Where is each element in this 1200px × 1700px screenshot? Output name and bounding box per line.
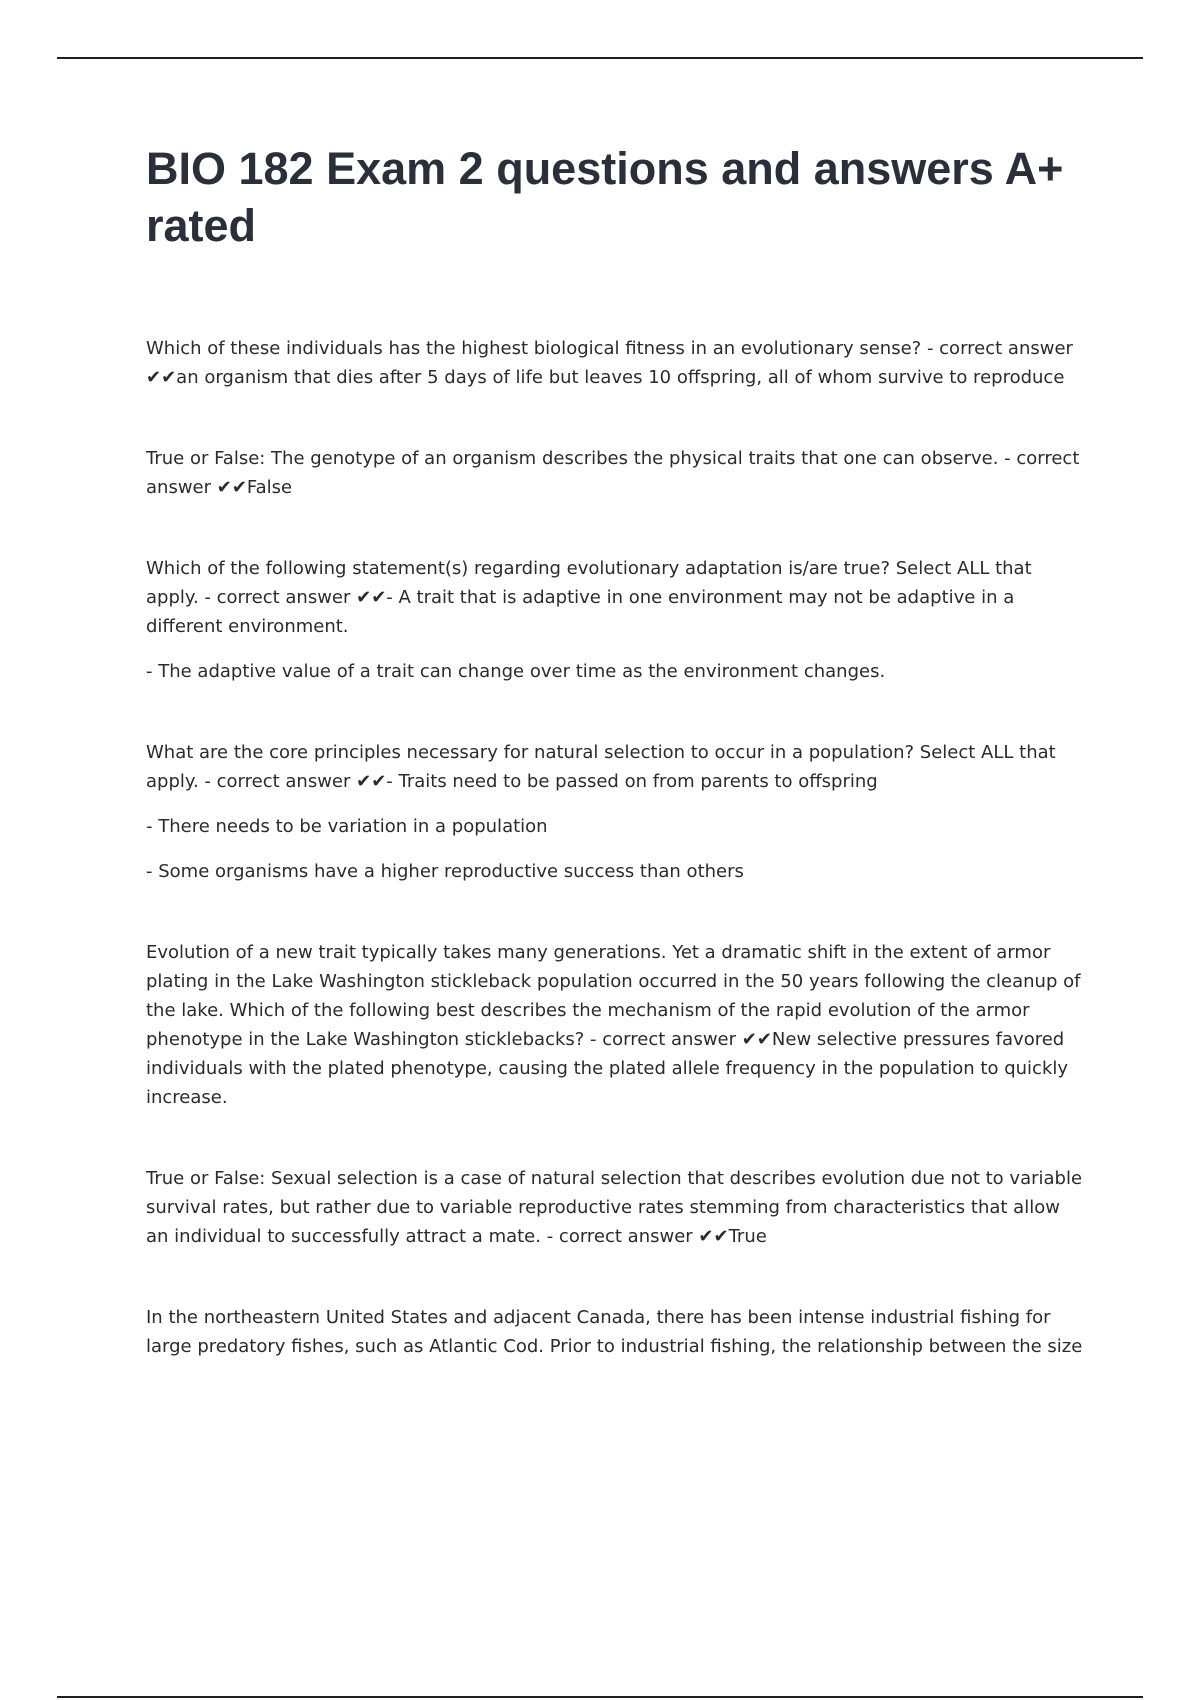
top-rule (57, 57, 1143, 59)
document-body (146, 140, 1086, 1413)
qa-list (146, 334, 1086, 1361)
qa-item-3 (146, 554, 1086, 686)
qa-paragraph: Which of the following statement(s) regarding evolutionary adaptation is/are true? Select ALL that apply. - correct answer ✔✔- A trait that is adaptive in one environment may not be adaptive in a different environment. (146, 558, 1032, 637)
qa-paragraph: - Some organisms have a higher reproductive success than others (146, 861, 744, 882)
qa-item-6 (146, 1164, 1086, 1251)
qa-item-2 (146, 444, 1086, 502)
qa-paragraph: Which of these individuals has the highest biological fitness in an evolutionary sense? - correct answer ✔✔an organism that dies after 5 days of life but leaves 10 offspring, all of whom survive to reproduce (146, 338, 1073, 388)
document-title: BIO 182 Exam 2 questions and answers A+ rated (146, 143, 1064, 251)
bottom-rule (57, 1696, 1143, 1698)
qa-paragraph: Evolution of a new trait typically takes many generations. Yet a dramatic shift in the extent of armor plating in the Lake Washington stickleback population occurred in the 50 years following the cleanup of the lake. Which of the following best describes the mechanism of the rapid evolution of the armor phenotype in the Lake Washington sticklebacks? - correct answer ✔✔New selective pressures favored individuals with the plated phenotype, causing the plated allele frequency in the population to quickly increase. (146, 942, 1081, 1108)
qa-item-7 (146, 1303, 1086, 1361)
qa-paragraph: - The adaptive value of a trait can change over time as the environment changes. (146, 661, 886, 682)
qa-paragraph: What are the core principles necessary for natural selection to occur in a population? Select ALL that apply. - correct answer ✔✔- Traits need to be passed on from parents to offspring (146, 742, 1056, 792)
qa-item-1 (146, 334, 1086, 392)
qa-paragraph: True or False: The genotype of an organism describes the physical traits that one can observe. - correct answer ✔✔False (146, 448, 1080, 498)
qa-paragraph: True or False: Sexual selection is a case of natural selection that describes evolution due not to variable survival rates, but rather due to variable reproductive rates stemming from characteristics that allow an individual to successfully attract a mate. - correct answer ✔✔True (146, 1168, 1083, 1247)
qa-item-4 (146, 738, 1086, 886)
qa-paragraph: - There needs to be variation in a population (146, 816, 548, 837)
qa-paragraph: In the northeastern United States and adjacent Canada, there has been intense industrial fishing for large predatory fishes, such as Atlantic Cod. Prior to industrial fishing, the relationship between the size (146, 1307, 1083, 1357)
qa-item-5 (146, 938, 1086, 1112)
